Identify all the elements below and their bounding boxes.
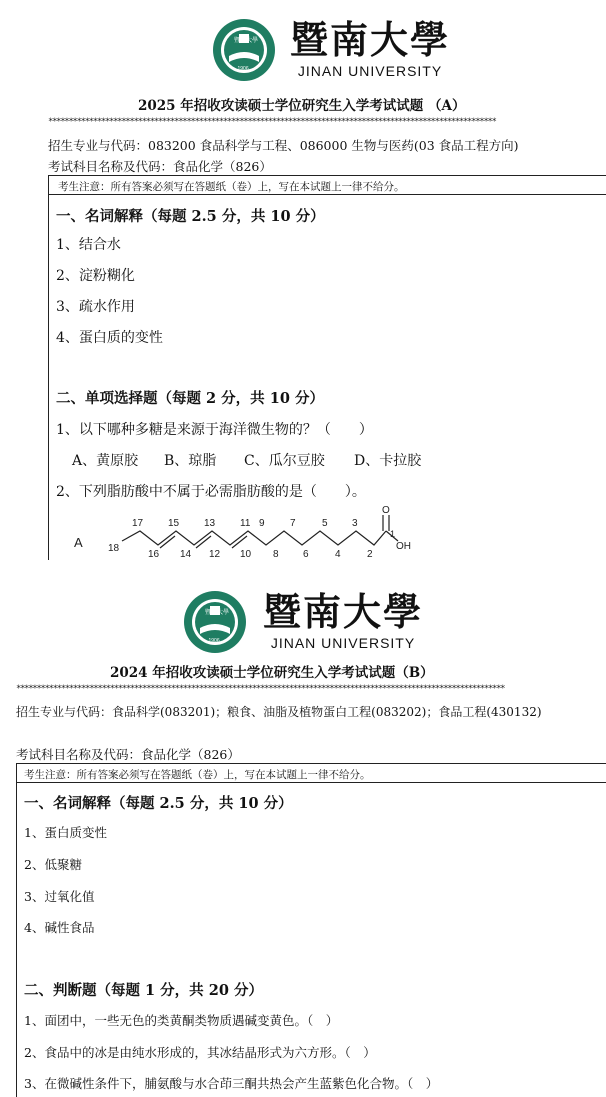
university-name-cn: 暨南大學: [290, 17, 451, 62]
carbon-number: 18: [108, 543, 120, 554]
exam-major: 招生专业与代码：083200 食品科学与工程、086000 生物与医药(03 食品工程方向): [48, 138, 519, 153]
notice-divider: [48, 194, 606, 195]
separator-stars: ************************************************************************************************************************: [16, 684, 505, 694]
carbon-number: 12: [209, 549, 221, 560]
university-seal-icon: [212, 18, 276, 82]
question-box: [48, 175, 606, 560]
exam-notice: 考生注意：所有答案必须写在答题纸（卷）上，写在本试题上一律不给分。: [24, 769, 371, 781]
carbon-number: 7: [290, 518, 296, 529]
judgement-item: 1、面团中，一些无色的类黄酮类物质遇碱变黄色。（ ）: [24, 1013, 339, 1028]
carbon-number: 9: [259, 518, 265, 529]
exam-page-b: [0, 578, 606, 1097]
carbon-number: 11: [240, 518, 251, 529]
carbon-number: 14: [180, 549, 192, 560]
choice-question-2: 2、下列脂肪酸中不属于必需脂肪酸的是（ ）。: [56, 484, 366, 500]
term-item: 2、淀粉糊化: [56, 268, 135, 284]
fatty-acid-structure: [60, 505, 430, 560]
carbon-number: 2: [367, 549, 373, 560]
carbon-number: 5: [322, 518, 328, 529]
judgement-item: 3、在微碱性条件下，脯氨酸与水合茚三酮共热会产生蓝紫色化合物。（ ）: [24, 1076, 439, 1091]
carbon-number: 8: [273, 549, 279, 560]
university-name-cn: 暨南大學: [263, 589, 424, 634]
choice-option-d: D、卡拉胶: [354, 453, 422, 469]
carbon-number: 13: [204, 518, 216, 529]
section-heading-judgement: 二、判断题（每题 1 分，共 20 分）: [24, 982, 263, 999]
exam-title: 2024 年招收攻读硕士学位研究生入学考试试题（B）: [110, 665, 434, 681]
term-item: 4、蛋白质的变性: [56, 330, 163, 346]
seal-text-left: 暨南大學: [234, 37, 259, 44]
carbon-number: 4: [335, 549, 341, 560]
term-item: 3、过氧化值: [24, 889, 95, 904]
section-heading-choice: 二、单项选择题（每题 2 分，共 10 分）: [56, 390, 324, 407]
carbon-number: 6: [303, 549, 309, 560]
carbon-number: 17: [132, 518, 144, 529]
university-name-en: JINAN UNIVERSITY: [270, 635, 416, 651]
oxygen-label: O: [382, 505, 390, 516]
section-heading-terms: 一、名词解释（每题 2.5 分，共 10 分）: [24, 795, 293, 812]
carbon-chain: [122, 531, 386, 545]
exam-subject: 考试科目名称及代码：食品化学（826）: [16, 747, 240, 762]
university-name-en: JINAN UNIVERSITY: [297, 63, 443, 79]
separator-stars: **************************************************************************************************************: [48, 117, 496, 127]
notice-divider: [16, 782, 606, 783]
judgement-item: 2、食品中的冰是由纯水形成的，其冰结晶形式为六方形。（ ）: [24, 1045, 376, 1060]
carbon-number: 15: [168, 518, 180, 529]
choice-option-a: A、黄原胶: [72, 453, 139, 469]
exam-major: 招生专业与代码：食品科学(083201)；粮食、油脂及植物蛋白工程(083202)；食品工程(430132): [16, 705, 542, 719]
term-item: 1、结合水: [56, 237, 121, 253]
exam-title: 2025 年招收攻读硕士学位研究生入学考试试题 （A）: [138, 98, 466, 114]
carbon-number: 16: [148, 549, 160, 560]
term-item: 4、碱性食品: [24, 920, 95, 935]
term-item: 2、低聚糖: [24, 857, 82, 872]
exam-subject: 考试科目名称及代码：食品化学（826）: [48, 159, 272, 174]
choice-question-1: 1、以下哪种多糖是来源于海洋微生物的？（ ）: [56, 422, 373, 438]
university-seal-icon: [183, 590, 247, 654]
section-heading-terms: 一、名词解释（每题 2.5 分，共 10 分）: [56, 208, 325, 225]
exam-notice: 考生注意：所有答案必须写在答题纸（卷）上，写在本试题上一律不给分。: [58, 181, 405, 193]
carbon-number: 3: [352, 518, 358, 529]
carbon-number: 10: [240, 549, 252, 560]
seal-text-left: 暨南大學: [205, 609, 230, 616]
university-header: [212, 18, 450, 82]
term-item: 3、疏水作用: [56, 299, 135, 315]
seal-year: 1906: [237, 66, 249, 72]
choice-option-c: C、瓜尔豆胶: [244, 453, 325, 469]
term-item: 1、蛋白质变性: [24, 825, 107, 840]
structure-option-label: A: [74, 535, 83, 550]
seal-year: 1906: [208, 638, 220, 644]
hydroxyl-label: OH: [396, 541, 411, 552]
carbon-number: 1: [390, 529, 396, 539]
choice-option-b: B、琼脂: [164, 453, 217, 469]
university-header: [183, 590, 423, 654]
